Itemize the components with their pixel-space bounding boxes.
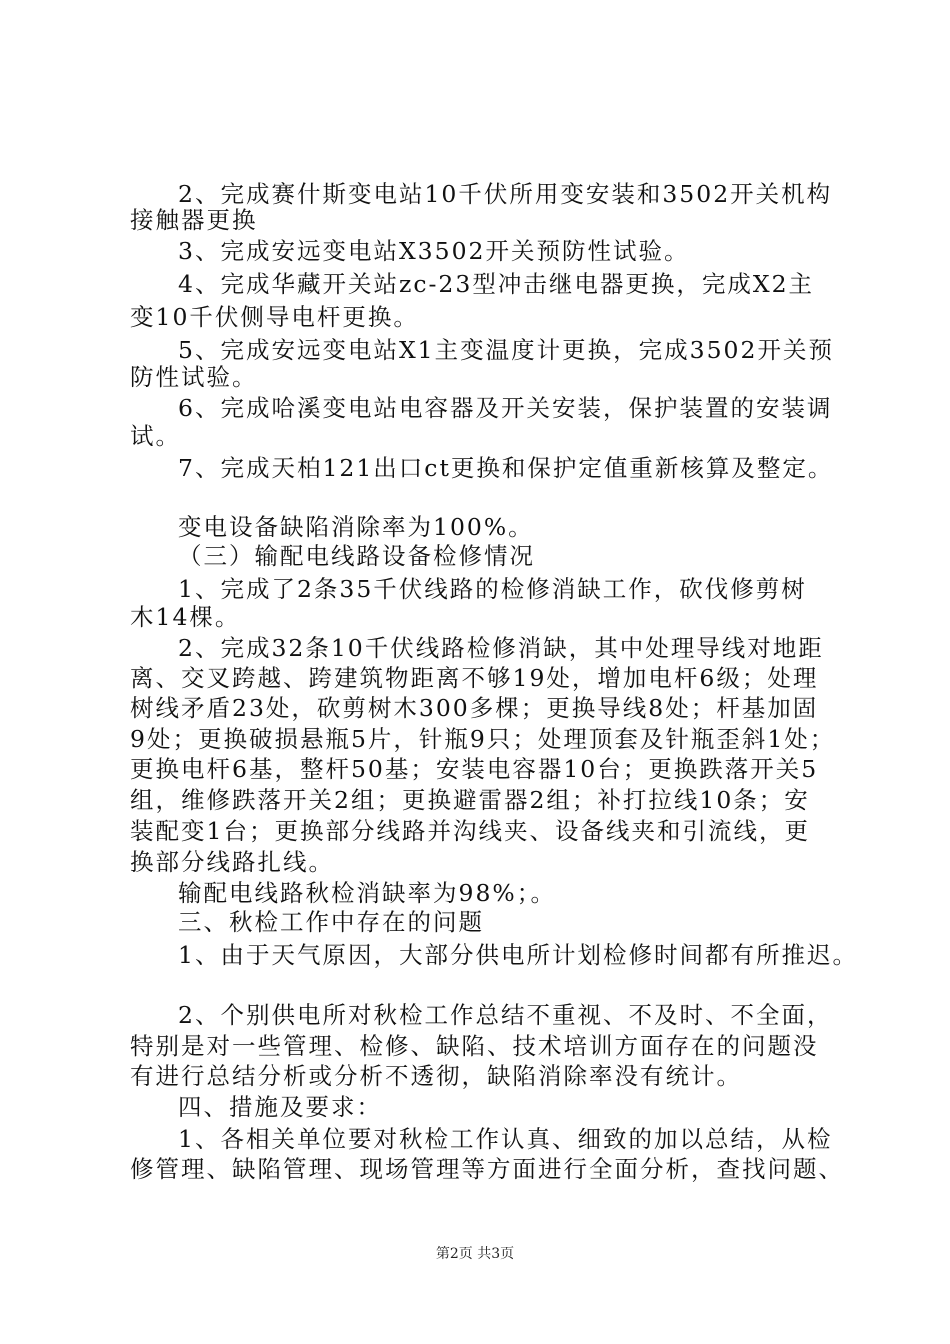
text-line: 组，维修跌落开关2组；更换避雷器2组；补打拉线10条；安 [130, 786, 810, 814]
text-line: 6、完成哈溪变电站电容器及开关安装，保护装置的安装调 [178, 394, 833, 422]
text-line: 4、完成华藏开关站zc-23型冲击继电器更换，完成X2主 [178, 270, 815, 298]
text-line: 9处；更换破损悬瓶5片，针瓶9只；处理顶套及针瓶歪斜1处； [130, 725, 836, 753]
text-line: 防性试验。 [130, 363, 258, 391]
text-line: 木14棵。 [130, 603, 241, 631]
text-line: 特别是对一些管理、检修、缺陷、技术培训方面存在的问题没 [130, 1032, 819, 1060]
text-line: 有进行总结分析或分析不透彻，缺陷消除率没有统计。 [130, 1062, 742, 1090]
text-line: 1、由于天气原因，大部分供电所计划检修时间都有所推迟。 [178, 941, 858, 969]
text-line: 三、秋检工作中存在的问题 [178, 908, 484, 936]
text-line: 树线矛盾23处，砍剪树木300多棵；更换导线8处；杆基加固 [130, 694, 819, 722]
text-line: 1、完成了2条35千伏线路的检修消缺工作，砍伐修剪树 [178, 575, 807, 603]
text-line: 装配变1台；更换部分线路并沟线夹、设备线夹和引流线，更 [130, 817, 810, 845]
text-line: 变电设备缺陷消除率为100%。 [178, 513, 534, 541]
text-line: 5、完成安远变电站X1主变温度计更换，完成3502开关预 [178, 336, 834, 364]
text-line: 输配电线路秋检消缺率为98%；。 [178, 879, 556, 907]
text-line: 7、完成天柏121出口ct更换和保护定值重新核算及整定。 [178, 454, 834, 482]
text-line: 四、措施及要求： [178, 1093, 382, 1121]
page-number: 第2页 共3页 [435, 1246, 515, 1262]
text-line: 离、交叉跨越、跨建筑物距离不够19处，增加电杆6级；处理 [130, 664, 819, 692]
text-line: 2、完成32条10千伏线路检修消缺，其中处理导线对地距 [178, 634, 824, 662]
text-line: 修管理、缺陷管理、现场管理等方面进行全面分析，查找问题、 [130, 1155, 844, 1183]
text-line: 更换电杆6基，整杆50基；安装电容器10台；更换跌落开关5 [130, 755, 819, 783]
text-line: 3、完成安远变电站X3502开关预防性试验。 [178, 237, 690, 265]
text-line: 2、完成赛什斯变电站10千伏所用变安装和3502开关机构 [178, 180, 833, 208]
text-line: 接触器更换 [130, 206, 258, 234]
text-line: 变10千伏侧导电杆更换。 [130, 303, 419, 331]
text-line: 试。 [130, 422, 181, 450]
text-line: 1、各相关单位要对秋检工作认真、细致的加以总结，从检 [178, 1125, 833, 1153]
text-line: 换部分线路扎线。 [130, 848, 334, 876]
text-line: 2、个别供电所对秋检工作总结不重视、不及时、不全面， [178, 1001, 833, 1029]
text-line: （三）输配电线路设备检修情况 [178, 542, 535, 570]
